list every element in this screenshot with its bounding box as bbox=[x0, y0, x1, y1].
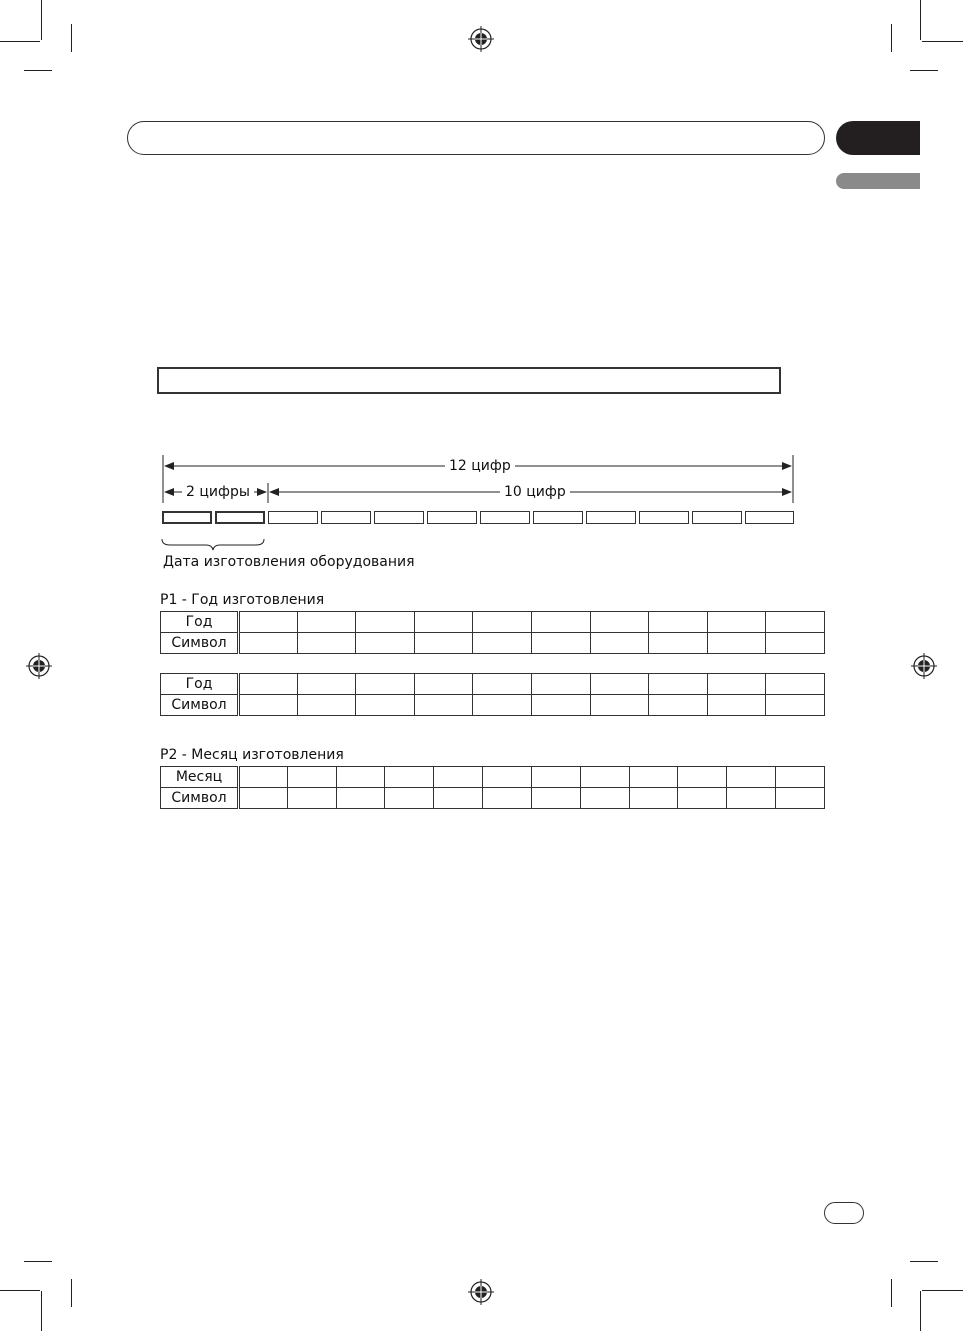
rest-digits-label: 10 цифр bbox=[500, 484, 570, 500]
table-cell bbox=[336, 788, 385, 809]
table-cell bbox=[336, 767, 385, 788]
row-header: Символ bbox=[161, 695, 239, 716]
table-cell bbox=[239, 788, 288, 809]
table-cell bbox=[473, 633, 532, 654]
table-cell bbox=[483, 788, 532, 809]
table-cell bbox=[239, 695, 298, 716]
table-cell bbox=[678, 767, 727, 788]
table-cell bbox=[707, 695, 766, 716]
table-cell bbox=[434, 767, 483, 788]
table-cell bbox=[531, 788, 580, 809]
table-cell bbox=[414, 612, 473, 633]
crop-mark bbox=[922, 41, 963, 42]
table-cell bbox=[483, 767, 532, 788]
table-cell bbox=[385, 788, 434, 809]
table-cell bbox=[356, 612, 415, 633]
digit-box bbox=[480, 511, 530, 524]
row-header: Год bbox=[161, 612, 239, 633]
digit-box bbox=[268, 511, 318, 524]
table-cell bbox=[385, 767, 434, 788]
table-cell bbox=[580, 788, 629, 809]
page-number-badge bbox=[824, 1202, 864, 1224]
date-caption: Дата изготовления оборудования bbox=[163, 554, 415, 570]
section-heading-box bbox=[157, 367, 781, 394]
table-cell bbox=[707, 612, 766, 633]
table-cell bbox=[590, 633, 649, 654]
table-cell bbox=[649, 674, 708, 695]
digit-box bbox=[692, 511, 742, 524]
table-cell bbox=[473, 612, 532, 633]
table-cell bbox=[297, 695, 356, 716]
row-header: Символ bbox=[161, 633, 239, 654]
digit-box bbox=[745, 511, 794, 524]
date-digits-label: 2 цифры bbox=[182, 484, 254, 500]
year-code-table bbox=[160, 611, 825, 654]
table-cell bbox=[297, 633, 356, 654]
language-tab bbox=[836, 173, 920, 189]
table-cell bbox=[473, 674, 532, 695]
date-brace bbox=[160, 538, 268, 552]
crop-mark bbox=[24, 70, 52, 71]
digit-box-date bbox=[162, 511, 212, 524]
digit-box bbox=[374, 511, 424, 524]
table-cell bbox=[287, 788, 336, 809]
table-row bbox=[161, 612, 825, 633]
table-cell bbox=[239, 633, 298, 654]
year-code-table-continued bbox=[160, 673, 825, 716]
crop-mark bbox=[891, 24, 892, 52]
crop-mark bbox=[0, 41, 40, 42]
table-cell bbox=[727, 767, 776, 788]
table-cell bbox=[590, 674, 649, 695]
digit-box bbox=[427, 511, 477, 524]
table-cell bbox=[414, 633, 473, 654]
table-cell bbox=[356, 695, 415, 716]
digit-box bbox=[533, 511, 583, 524]
p2-title: P2 - Месяц изготовления bbox=[160, 747, 344, 763]
row-header: Месяц bbox=[161, 767, 239, 788]
table-cell bbox=[531, 612, 590, 633]
crop-mark bbox=[71, 1279, 72, 1307]
row-header: Год bbox=[161, 674, 239, 695]
crop-mark bbox=[910, 70, 938, 71]
table-cell bbox=[239, 674, 298, 695]
crop-mark bbox=[920, 1291, 921, 1331]
table-cell bbox=[287, 767, 336, 788]
table-cell bbox=[629, 788, 678, 809]
table-cell bbox=[776, 788, 825, 809]
table-row bbox=[161, 767, 825, 788]
table-cell bbox=[297, 612, 356, 633]
crop-mark bbox=[910, 1261, 938, 1262]
table-cell bbox=[707, 674, 766, 695]
table-cell bbox=[766, 633, 825, 654]
table-cell bbox=[649, 695, 708, 716]
crop-mark bbox=[71, 24, 72, 52]
registration-mark-icon bbox=[468, 26, 494, 52]
table-cell bbox=[531, 674, 590, 695]
crop-mark bbox=[891, 1279, 892, 1307]
table-row bbox=[161, 633, 825, 654]
table-cell bbox=[414, 674, 473, 695]
crop-mark bbox=[920, 0, 921, 40]
crop-mark bbox=[41, 0, 42, 40]
table-cell bbox=[766, 674, 825, 695]
table-cell bbox=[356, 674, 415, 695]
chapter-header-bar bbox=[127, 121, 825, 155]
table-cell bbox=[766, 612, 825, 633]
table-cell bbox=[629, 767, 678, 788]
table-cell bbox=[531, 767, 580, 788]
table-cell bbox=[239, 612, 298, 633]
table-cell bbox=[649, 612, 708, 633]
table-cell bbox=[580, 767, 629, 788]
table-cell bbox=[356, 633, 415, 654]
digit-box bbox=[639, 511, 689, 524]
table-cell bbox=[434, 788, 483, 809]
table-cell bbox=[776, 767, 825, 788]
table-cell bbox=[531, 695, 590, 716]
table-cell bbox=[590, 695, 649, 716]
table-cell bbox=[531, 633, 590, 654]
section-tab bbox=[836, 121, 920, 155]
crop-mark bbox=[922, 1290, 963, 1291]
table-cell bbox=[590, 612, 649, 633]
digit-box bbox=[586, 511, 636, 524]
table-cell bbox=[414, 695, 473, 716]
crop-mark bbox=[24, 1261, 52, 1262]
digit-box bbox=[321, 511, 371, 524]
row-header: Символ bbox=[161, 788, 239, 809]
table-cell bbox=[727, 788, 776, 809]
registration-mark-icon bbox=[26, 653, 52, 679]
crop-mark bbox=[0, 1290, 40, 1291]
table-cell bbox=[678, 788, 727, 809]
table-cell bbox=[297, 674, 356, 695]
table-row bbox=[161, 695, 825, 716]
table-cell bbox=[649, 633, 708, 654]
month-code-table bbox=[160, 766, 825, 809]
table-cell bbox=[239, 767, 288, 788]
table-cell bbox=[707, 633, 766, 654]
registration-mark-icon bbox=[468, 1279, 494, 1305]
table-row bbox=[161, 788, 825, 809]
registration-mark-icon bbox=[911, 653, 937, 679]
crop-mark bbox=[41, 1291, 42, 1331]
table-cell bbox=[766, 695, 825, 716]
total-digits-label: 12 цифр bbox=[445, 458, 515, 474]
p1-title: P1 - Год изготовления bbox=[160, 592, 325, 608]
digit-box-date bbox=[215, 511, 265, 524]
table-cell bbox=[473, 695, 532, 716]
table-row bbox=[161, 674, 825, 695]
